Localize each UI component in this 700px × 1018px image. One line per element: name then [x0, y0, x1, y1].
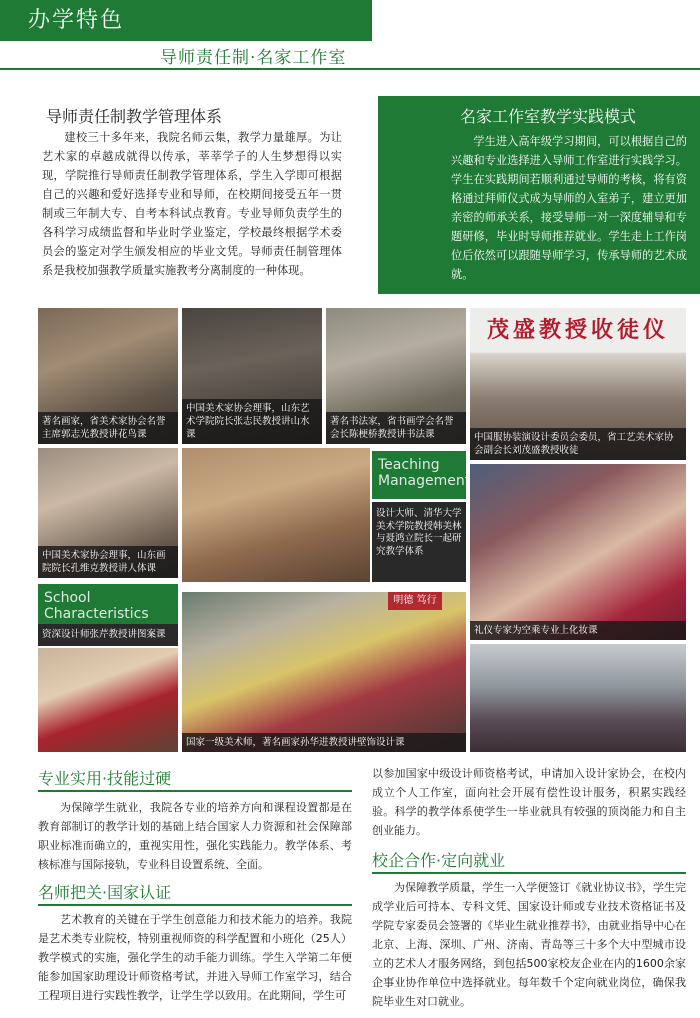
- photo-han-meilin: [182, 448, 370, 582]
- school-characteristics-label: School Characteristics: [38, 584, 178, 624]
- photo-dance-class: [470, 644, 686, 752]
- studio-practice-body: 学生进入高年级学习期间，可以根据自己的兴趣和专业选择进入导师工作室进行实践学习。学生在实践期间若顺利通过导师的考核，将有资格通过拜师仪式成为导师的入室弟子，建立更加亲密的师承关系，接受导师一对一深度辅导和专题研修，毕业时导师推荐就业。学生走上工作岗位后依然可以跟随导师学习，传承导师的艺术成就。: [451, 135, 687, 281]
- photo-caption: 设计大师、清华大学美术学院教授韩美林与聂鸿立院长一起研究教学体系: [372, 502, 466, 582]
- section-divider: [38, 790, 352, 792]
- section-divider: [372, 872, 686, 874]
- photo-caption: 中国美术家协会理事，山东艺术学院院长张志民教授讲山水课: [182, 399, 322, 444]
- photo-caption: 著名书法家，省书画学会名誉会长陈梗桥教授讲书法课: [326, 412, 466, 444]
- school-enterprise-body: 为保障教学质量，学生一入学便签订《就业协议书》，学生完成学业后可持本、专科文凭、国家设计师或专业技术资格证书及学院专家委员会签署的《毕业生就业推荐书》，由就业指导中心在北京、上海、深圳、广州、济南、青岛等三十多个大中型城市设立的艺术人才服务网络，到包括500家校友企业在内的1600余家企事业协作单位中选择就业。每年数千个定向就业岗位，确保我院毕业生对口就业。: [372, 881, 686, 1008]
- mentor-system-body: 建校三十多年来，我院名师云集，教学力量雄厚。为让艺术家的卓越成就得以传承，莘莘学子的人生梦想得以实现，学院推行导师责任制教学管理体系，学生入学即可根据自己的兴趣和爱好选择专业和导师，在校期间接受五年一贯制或三年制大专、自考本科试点教育。专业导师负责学生的各科学习成绩监督和毕业时学业鉴定，学校最终根据学术委员会的鉴定对学生颁发相应的毕业文凭。导师责任制管理体系是我校加强教学质量实施教考分离制度的一种体现。: [42, 131, 342, 277]
- page-title: 办学特色: [0, 0, 372, 41]
- page-subtitle: 导师责任制·名家工作室: [160, 48, 347, 68]
- mentor-system-title: 导师责任制教学管理体系: [46, 107, 223, 126]
- photo-caption: 国家一级美术师，著名画家孙华进教授讲壁饰设计课: [182, 733, 466, 752]
- practical-skills-body: 为保障学生就业，我院各专业的培养方向和课程设置都是在教育部制订的教学计划的基础上结合国家人力资源和社会保障部职业标准而确立的，重视实用性，强化实践能力。教学体系、考核标准与国际接轨，专业科目设置系统、全面。: [38, 801, 352, 871]
- famous-teachers-body: 艺术教育的关键在于学生创意能力和技术能力的培养。我院是艺术类专业院校，特别重视师资的科学配置和小班化（25人）教学模式的实施，强化学生的动手能力训练。学生入学第二年便能参加国家助理设计师资格考试，并进入导师工作室学习，结合工程项目进行实践性教学，让学生学以致用。在此期间，学生可: [38, 913, 352, 1002]
- photo-caption: 礼仪专家为空乘专业上化妆课: [470, 621, 686, 640]
- studio-practice-title: 名家工作室教学实践模式: [460, 107, 637, 126]
- han-meilin-caption-box: [372, 502, 466, 582]
- studio-practice-box: [378, 96, 700, 294]
- header-divider: [0, 68, 700, 70]
- photo-caption: 中国服协装演设计委员会委员，省工艺美术家协会副会长刘茂盛教授收徒: [470, 428, 686, 460]
- photo-caption: 中国美术家协会理事，山东画院院长孔维克教授讲人体课: [38, 546, 178, 578]
- section-divider: [38, 904, 352, 906]
- teaching-management-label: Teaching Management: [372, 451, 466, 499]
- ceremony-banner: 茂盛教授收徒仪: [470, 308, 686, 352]
- school-enterprise-title: 校企合作·定向就业: [372, 851, 506, 870]
- photo-makeup-class: [470, 464, 686, 640]
- photo-figure-class: [38, 448, 178, 578]
- photo-landscape-class: [182, 308, 322, 444]
- famous-teachers-body-continued: 以参加国家中级设计师资格考试，申请加入设计家协会，在校内成立个人工作室，面向社会开展有偿性设计服务，积累实践经验。科学的教学体系使学生一毕业就具有较强的顶岗能力和自主创业能力。: [372, 767, 686, 837]
- photo-flower-bird-class: [38, 308, 178, 444]
- famous-teachers-title: 名师把关·国家认证: [38, 883, 172, 902]
- photo-pattern-class: [38, 648, 178, 752]
- practical-skills-title: 专业实用·技能过硬: [38, 769, 172, 788]
- photo-caption: 著名画家，省美术家协会名誉主席郭志光教授讲花鸟课: [38, 412, 178, 444]
- pattern-class-caption-box: [38, 624, 178, 646]
- photo-apprentice-ceremony: [470, 308, 686, 460]
- photo-mural-class: [182, 592, 466, 752]
- photo-caption: 资深设计师张芹教授讲图案课: [38, 624, 178, 646]
- classroom-sign: 明德 笃行: [388, 592, 442, 610]
- photo-calligraphy-class: [326, 308, 466, 444]
